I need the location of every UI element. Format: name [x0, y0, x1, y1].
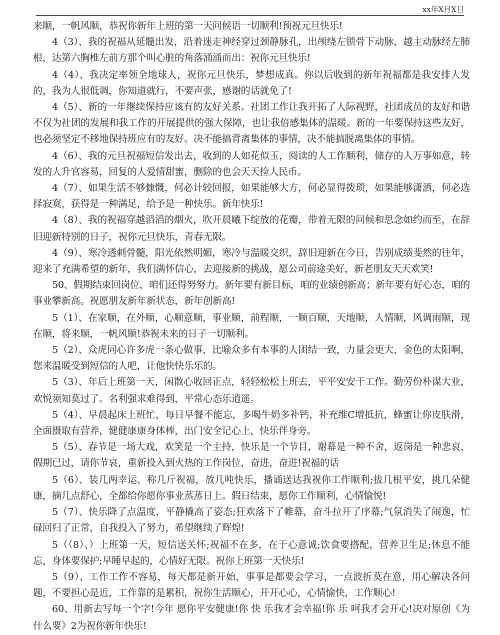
paragraph: 4（6）、我的元旦祝福短信发出去，收到的人如花似玉，阅读的人工作顺利，储存的人万事如意，转发的人升官容易，回复的人爱情甜蜜，删除的也会天天捡人民币。 [33, 150, 470, 178]
paragraph: 4（7）、如果生活不够慷慨，何必计较回报，如果能够大方，何必显得拨琐，如果能够潇洒，何必选择寂寞，获得是一种满足，给予是一种快乐。新年快乐! [33, 183, 470, 211]
header-divider [36, 15, 464, 16]
paragraph: 4（4）、我决定率领全地球人，祝你元旦快乐，梦想成真。你以后收到的新年祝福都是我安排人发的，我为人很低调，你知道就行，不要声张，感谢的话就免了! [33, 69, 470, 97]
paragraph: 5（（8）、）上班第一天，短信送关怀;祝福不在多，在于心意诚;饮食要搭配，营养卫生足;休息不能忘，身体要保护;早睡早起的，心情好无限。祝你上班第一天快乐! [33, 539, 470, 567]
document-body [33, 19, 470, 635]
paragraph: 5（5）、春节是一场大戏，欢笑是一个主持，快乐是一个节目，谢幕是一种不舍，返岗是一种悲哀，假期已过，请你节哀，重新投入到火热的工作岗位，奋进，奋进!祝福的话 [33, 442, 470, 470]
paragraph: 5（6）、装几两幸运，称几斤祝福，放几吨快乐，播诵送达我祝你工作顺利;拔几根平安，挑几朵健康，摘几点舒心，全都给你愿你事业蒸蒸日上。假日结束，愿你工作顺利，心情愉悦! [33, 474, 470, 502]
paragraph: 5（1）、在家顺，在外顺，心顺意顺，事业顺，前程顺，一顺百顺，天地顺，人情顺，风调雨顺，现在顺，将来顺，一帆风顺!恭祝未来的日子一切顺利。 [33, 312, 470, 340]
paragraph: 60、用新去写每一个字!今年 愿你平安健康!你 快 乐我才会幸福!你 乐 呵我才会开心!决对原创《为什么要》2为祝你新年快乐! [33, 604, 470, 632]
paragraph: 4（8）、我的祝福穿越滔滔的烟火，吹开晨曦下绽放的花瓣，带着无限的问候和思念如约而至，在辞旧迎新特别的日子，祝你元旦快乐，青春无限。 [33, 215, 470, 243]
paragraph: 5（7）、快乐降了点温度，平静撬高了姿态;狂欢落下了帷幕，奋斗拉开了序幕;气氛消失了闹逸，忙碌回归了正常，自我投入了努力，希望继续了辉煌! [33, 507, 470, 535]
paragraph: 5（9）、工作工作不容易，每天都是新开始，事事是都要会学习，一点波折莫在意，用心解决各问题，不要担心是近，工作靠的是累积，祝你生活顺心，开开心心，心情愉快，工作顺心! [33, 571, 470, 600]
paragraph: 5（3）、年后上班第一天，闲散心收回正点，轻轻松松上班去，平平安安干工作。勤劳份朴谋大业，欢悦须知莫过了。名利强求难得到，平常心态乐逍遥。 [33, 377, 470, 405]
paragraph: 5（4）、早晨起床上班忙，每日早餐不能忘，多喝牛奶多补钙，补充维C增抵抗，蜂蜜让你皮肤滑，全面摄取有营养，健健康康身体棒，出门安全记心上，快乐伴身旁。 [33, 409, 470, 438]
paragraph: 4（9）、寒冷透刺骨髓，阳光依然明媚，寒冷与温暖交织，辞旧迎新在今日，告别成绩斐然的往年，迎来了充满希望的新年，我们满怀信心，去迎接新的挑战，愿公司前途美好，新老朋友天天欢笑! [33, 247, 470, 276]
paragraph: 来顺，一帆风顺，恭祝你新年上班的第一天问候语一切顺利!预祝元旦快乐! [33, 21, 343, 32]
paragraph: 50、假期结束回岗位，咱们还得努努力。新年要有新目标，咱的业绩创新高；新年要有好心态，咱的事业攀新高。祝愿朋友新年新状态，新年创新高! [33, 280, 470, 308]
paragraph: 5（2）、众虎同心许多虎一条心做事，比喻众多有本事的人团结一致，力量会更大，金色的太阳啊，您来温暖受到短信的人吧，让他快快乐乐的。 [33, 345, 470, 373]
paragraph: 4（3）、我的祝福从延髓出发，沿着迷走神经穿过颈静脉孔，出颅绕左锁骨下动脉，越主动脉经左肺根，达第六胸椎左前方那个叫心脏的角落涌涌而出：祝你元旦快乐! [33, 37, 470, 65]
paragraph: 4（5）、新的一年继续保持应该有的友好关系。社团工作让我开拓了人际视野，社团成员的友好和谐不仅为社团的发展和我工作的开展提供的强大保障，也让我倍感集体的温暖。新的一年要保持这些友好，也必须坚定不移地保持班应有的友好。决不能搞背离集体的事情，决不能搞脱离集体的事情。 [33, 102, 470, 146]
header-date: xx年X月X日 [422, 5, 464, 14]
